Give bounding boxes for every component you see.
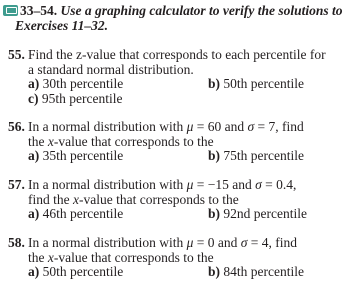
part-b-text: 50th percentile [223, 76, 304, 91]
mu-value: = −15 and [193, 177, 256, 192]
exercise-number: 58. [8, 235, 25, 250]
part-c-label: c) [28, 90, 39, 106]
exercise-number: 55. [8, 47, 25, 62]
line2-suffix: -value that corresponds to the [53, 133, 214, 149]
exercise-text-line-2: a standard normal distribution. [28, 61, 194, 77]
exercise-range: 33–54. [20, 3, 58, 18]
part-a-text: 46th percentile [42, 206, 124, 221]
line2-prefix: the [28, 249, 48, 265]
exercise-number: 56. [8, 119, 25, 134]
part-b-text: 84th percentile [223, 264, 304, 279]
exercise-intro: In a normal distribution with [28, 177, 184, 192]
exercise-parts-row [8, 265, 354, 280]
part-a-text: 35th percentile [42, 148, 124, 163]
sigma-symbol: σ [240, 235, 248, 250]
exercise-parts-row [8, 92, 354, 107]
exercise-text-line-2 [8, 135, 354, 150]
line2-prefix: the [28, 133, 48, 149]
part-a-label: a) [28, 76, 40, 91]
exercise-text-line-2 [8, 193, 354, 208]
part-a [28, 77, 123, 92]
variable-x: x [47, 249, 54, 265]
part-a-label: a) [28, 148, 40, 163]
line2-suffix: -value that corresponds to the [53, 249, 214, 265]
exercise-parts-row [8, 149, 354, 164]
part-b-label: b) [208, 206, 221, 221]
part-a-label: a) [28, 264, 40, 279]
exercise-text-line-2 [8, 251, 354, 266]
mu-value: = 60 and [193, 119, 248, 134]
sigma-value: = 7, find [254, 119, 304, 134]
exercise-56 [8, 120, 354, 164]
sigma-symbol: σ [255, 177, 262, 192]
line2-suffix: -value that corresponds to the [79, 191, 239, 207]
mu-symbol: μ [186, 177, 194, 192]
part-c-text: 95th percentile [41, 90, 123, 106]
part-b-label: b) [208, 76, 221, 91]
line2-prefix: find the [28, 191, 73, 207]
exercise-55 [8, 48, 354, 106]
part-b-text: 92nd percentile [223, 206, 307, 221]
part-a-text: 30th percentile [42, 76, 124, 91]
exercise-intro: In a normal distribution with [28, 235, 184, 250]
part-a [28, 207, 123, 222]
instruction-line-1: Use a graphing calculator to verify the solutions to [60, 3, 343, 18]
variable-x: x [47, 133, 54, 149]
exercise-intro: In a normal distribution with [28, 119, 184, 134]
sigma-value: = 0.4, [261, 177, 297, 192]
part-b-text: 75th percentile [223, 148, 304, 163]
part-a [28, 149, 123, 164]
part-a [28, 265, 123, 280]
part-c [28, 92, 122, 107]
part-b-label: b) [208, 148, 221, 163]
graphing-calculator-icon [3, 5, 18, 16]
part-b [208, 149, 304, 164]
exercise-text-line-1: Find the z-value that corresponds to each percentile for [28, 47, 326, 62]
mu-symbol: μ [186, 235, 194, 250]
part-b [208, 207, 307, 222]
exercise-parts-row [8, 207, 354, 222]
exercise-number: 57. [8, 177, 25, 192]
exercise-57 [8, 178, 354, 222]
mu-value: = 0 and [193, 235, 241, 250]
exercise-58 [8, 236, 354, 280]
exercise-set-header [3, 3, 355, 33]
part-b [208, 265, 304, 280]
part-a-text: 50th percentile [42, 264, 124, 279]
part-b [208, 77, 304, 92]
part-a-label: a) [28, 206, 40, 221]
variable-x: x [73, 191, 79, 207]
mu-symbol: μ [186, 119, 194, 134]
instruction-line-2: Exercises 11–32. [15, 18, 108, 33]
exercise-parts-row [8, 77, 354, 92]
sigma-value: = 4, find [247, 235, 298, 250]
part-b-label: b) [208, 264, 221, 279]
sigma-symbol: σ [247, 119, 255, 134]
